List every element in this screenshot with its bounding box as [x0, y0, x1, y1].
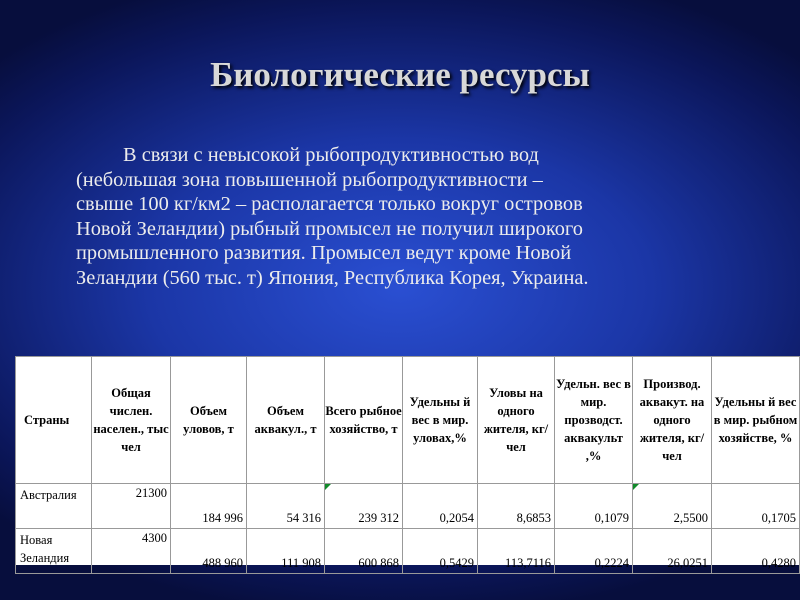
table-header-cell: Объем аквакул., т: [247, 357, 325, 484]
table-cell: 184 996: [171, 484, 247, 529]
table-cell: 600 868: [325, 529, 403, 574]
table-header-cell: Удельны й вес в мир. уловах,%: [403, 357, 478, 484]
table-header-row: [16, 357, 800, 484]
table-cell: 111 908: [247, 529, 325, 574]
table-cell: 488 960: [171, 529, 247, 574]
table-cell: 4300: [92, 529, 171, 574]
table-cell-country: Новая Зеландия: [16, 529, 92, 574]
table-header-cell: Производ. аквакут. на одного жителя, кг/чел: [633, 357, 712, 484]
table-cell: 113,7116: [478, 529, 555, 574]
table-cell: 0,1705: [712, 484, 800, 529]
paragraph-line: промышленного развития. Промысел ведут кроме Новой: [76, 242, 572, 264]
paragraph-line: (небольшая зона повышенной рыбопродуктивности –: [76, 168, 543, 191]
table-header-cell: Всего рыбное хозяйство, т: [325, 357, 403, 484]
table-cell: [633, 484, 712, 529]
table-header-cell: Страны: [16, 357, 92, 484]
table-cell: 0,4280: [712, 529, 800, 574]
table-header-cell: Общая числен. населен., тыс чел: [92, 357, 171, 484]
slide-paragraph: [76, 143, 756, 290]
table-header-cell: Объем уловов, т: [171, 357, 247, 484]
table-cell: 0,1079: [555, 484, 633, 529]
table-cell: [325, 484, 403, 529]
fishery-table-container: [15, 356, 799, 570]
table-row: [16, 484, 800, 529]
table-cell-value: 2,5500: [673, 511, 708, 525]
cell-marker-icon: [633, 484, 639, 490]
table-cell-country: Австралия: [16, 484, 92, 529]
table-header-cell: Уловы на одного жителя, кг/чел: [478, 357, 555, 484]
table-header-cell: Удельн. вес в мир. прозводст. аквакульт ,%: [555, 357, 633, 484]
fishery-table: [15, 356, 800, 574]
cell-marker-icon: [325, 484, 331, 490]
table-cell-value: 239 312: [358, 511, 399, 525]
table-cell: 0,2224: [555, 529, 633, 574]
table-cell: 0,5429: [403, 529, 478, 574]
table-cell: 54 316: [247, 484, 325, 529]
paragraph-line: В связи с невысокой рыбопродуктивностью вод: [123, 144, 539, 166]
table-row: [16, 529, 800, 574]
paragraph-line: Новой Зеландии) рыбный промысел не получил широкого: [76, 217, 583, 240]
table-cell: 21300: [92, 484, 171, 529]
paragraph-line: Зеландии (560 тыс. т) Япония, Республика Корея, Украина.: [76, 266, 589, 289]
table-cell: 8,6853: [478, 484, 555, 529]
table-cell: 26,0251: [633, 529, 712, 574]
table-header-cell: Удельны й вес в мир. рыбном хозяйстве, %: [712, 357, 800, 484]
slide-title: Биологические ресурсы: [210, 55, 590, 94]
table-cell: 0,2054: [403, 484, 478, 529]
paragraph-line: свыше 100 кг/км2 – располагается только вокруг островов: [76, 193, 583, 215]
